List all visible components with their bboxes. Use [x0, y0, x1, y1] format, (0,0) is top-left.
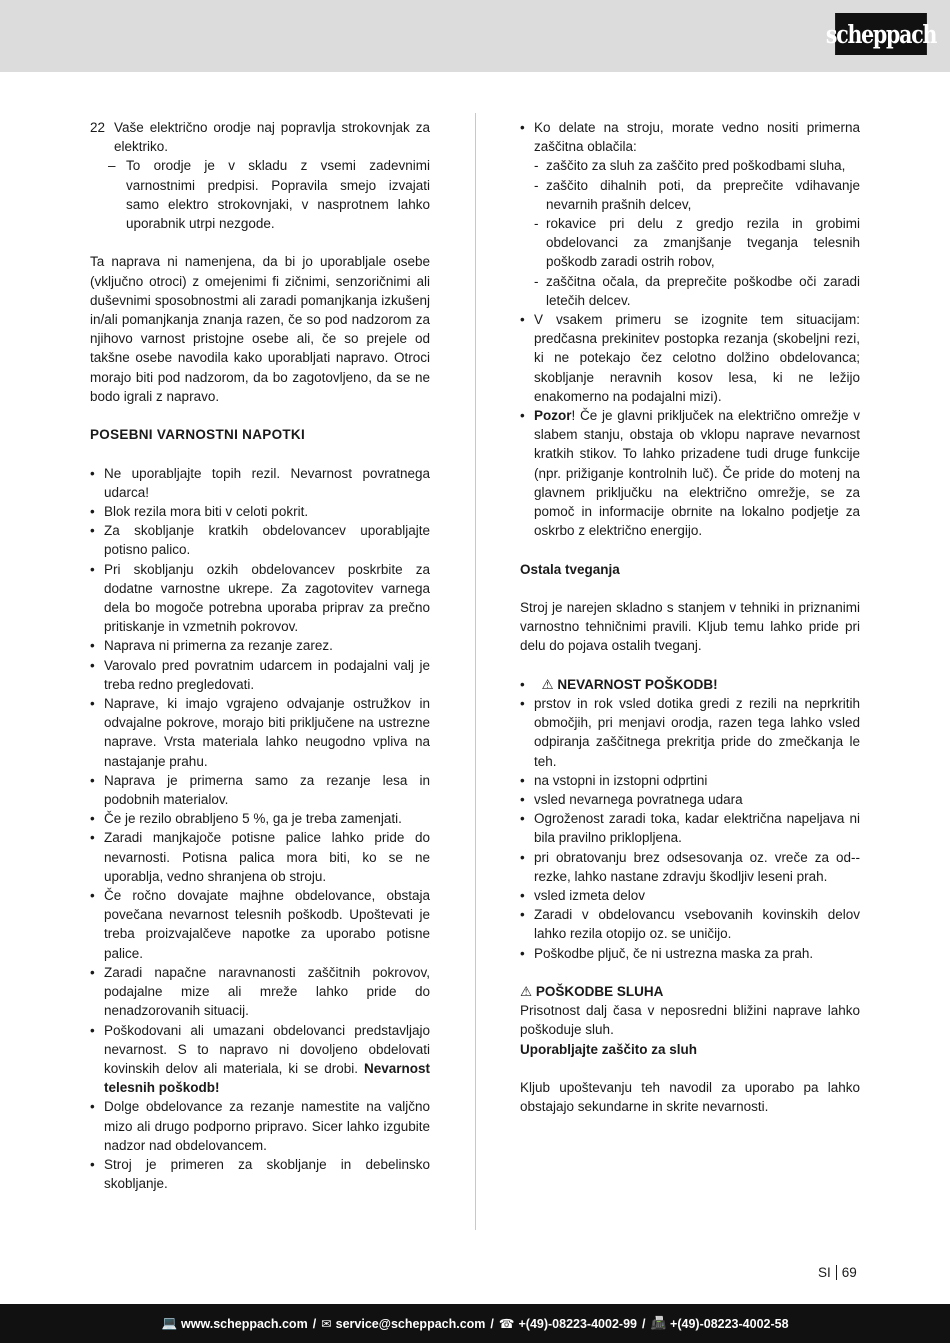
- list-item: • Za skobljanje kratkih obdelovancev uporabljajte potisno palico.: [90, 523, 430, 558]
- footer-website-link[interactable]: www.scheppach.com: [181, 1316, 308, 1331]
- header-bar: [0, 0, 950, 72]
- list-item: • Pozor! Če je glavni priključek na električno omrežje v slabem stanju, obstaja ob vklopu naprave nevarnost kratkih stikov. To lahko prizadene tudi druge funkcije (npr. prižiganje kontrolnih luč). Če pride do motenj na glavnem priključku na električno omrežje, se za pomoč in informacije obrnite na lokalno podjetje za oskrbo z električno energijo.: [520, 408, 860, 539]
- intended-use-paragraph: Ta naprava ni namenjena, da bi jo uporabljale osebe (vključno otroci) z omejenimi fi zičnimi, senzoričnimi ali duševnimi sposobnostmi ali zaradi pomanjkanja izkušenj in/ali pomanjkanja znanja razen, če so pod nadzorom za njihovo varnost pristojne osebe ali, če so prejele od takšne osebe navodila kako uporabljati napravo. Otroci morajo biti pod nadzorom, da bo zagotovljeno, da se ne bodo igrali z napravo.: [90, 254, 430, 404]
- footer-phone: +(49)-08223-4002-99: [518, 1316, 637, 1331]
- numbered-item-22: [90, 118, 430, 156]
- danger-heading: NEVARNOST POŠKODB!: [557, 676, 718, 692]
- safety-bullet-list: [90, 464, 430, 1194]
- list-item: • pri obratovanju brez odsesovanja oz. vreče za od--rezke, lahko nastane zdravju škodljiv leseni prah.: [520, 849, 860, 884]
- hearing-paragraph: Prisotnost dalj časa v neposredni bližini naprave lahko poškoduje sluh.: [520, 1003, 860, 1038]
- list-item: • Varovalo pred povratnim udarcem in podajalni valj je treba redno pregledovati.: [90, 657, 430, 692]
- dash-item: - zaščitna očala, da preprečite poškodbe oči zaradi letečih delcev.: [534, 273, 860, 308]
- left-column: [90, 118, 430, 1193]
- hearing-protection-note: Uporabljajte zaščito za sluh: [520, 1041, 698, 1057]
- language-code: SI: [818, 1265, 831, 1280]
- list-item: • vsled izmeta delov: [520, 888, 646, 904]
- sub-item: [104, 156, 430, 233]
- danger-heading-item: • ⚠ NEVARNOST POŠKODB!: [520, 676, 718, 692]
- list-item: • prstov in rok vsled dotika gredi z rezili na neprkritih območjih, pri menjavi orodja, razen tega lahko vsled odpiranja zaščitnega prekritja pride do zmečkanja le teh.: [520, 696, 860, 769]
- warning-icon: ⚠: [520, 984, 533, 1000]
- dash-list: [520, 156, 860, 310]
- footer-bar: 💻 www.scheppach.com / ✉ service@scheppach.com / ☎ +(49)-08223-4002-99 / 📠 +(49)-08223-4002-58: [0, 1304, 950, 1343]
- list-item: • V vsakem primeru se izognite tem situacijam: predčasna prekinitev postopka rezanja (skobeljni rezi, ki ne potekajo čez celotno dolžino obdelovanca; skobljanje neravnih kosov lesa, ki ne ležijo enakomerno na podajalni mizi).: [520, 312, 860, 404]
- residual-risks-heading: Ostala tveganja: [520, 561, 620, 577]
- warning-icon: ⚠: [541, 676, 554, 692]
- list-item: • Blok rezila mora biti v celoti pokrit.: [90, 504, 309, 520]
- email-icon: ✉: [321, 1317, 332, 1331]
- list-item: • Naprava je primerna samo za rezanje lesa in podobnih materialov.: [90, 772, 430, 808]
- item-text: Vaše električno orodje naj popravlja strokovnjak za elektriko.: [114, 120, 430, 155]
- fax-icon: 📠: [650, 1316, 667, 1330]
- risk-list: [520, 675, 860, 963]
- list-item: • Poškodbe pljuč, če ni ustrezna maska za prah.: [520, 945, 814, 961]
- list-item: • Zaradi napačne naravnanosti zaščitnih pokrovov, podajalne mize ali mreže lahko pride do nenadzorovanih situacij.: [90, 964, 430, 1019]
- protective-clothing-list: [520, 118, 860, 156]
- list-item: • Poškodovani ali umazani obdelovanci predstavljajo nevarnost. S to napravo ni dovoljeno obdelovati kovinskih delov ali materiala, ki se drobi. Nevarnost telesnih poškodb!: [90, 1022, 430, 1096]
- list-item: • Ko delate na stroju, morate vedno nositi primerna zaščitna oblačila:: [520, 120, 860, 155]
- footer-fax: +(49)-08223-4002-58: [670, 1316, 789, 1331]
- column-divider: [475, 113, 476, 1230]
- hearing-heading: ⚠ POŠKODBE SLUHA: [520, 984, 664, 1000]
- hidden-risks-paragraph: Kljub upoštevanju teh navodil za uporabo pa lahko obstajajo sekundarne in skrite nevarnosti.: [520, 1080, 860, 1115]
- computer-icon: 💻: [161, 1316, 178, 1330]
- dash-marker: –: [108, 158, 116, 174]
- dash-item: - rokavice pri delu z gredjo rezila in grobimi obdelovanci za zmanjšanje tveganja telesnih poškodb zaradi ostrih robov,: [534, 216, 860, 270]
- caution-label: Pozor: [534, 408, 572, 424]
- list-item: • Pri skobljanju ozkih obdelovancev poskrbite za dodatne varnostne ukrepe. Za zagotovitev varnega dela bo mogoče potrebna uporaba priprav za prečno pritiskanje in vzmetnih pokrovov.: [90, 561, 430, 635]
- list-item: • vsled nevarnega povratnega udara: [520, 792, 743, 808]
- list-item: • Zaradi v obdelovancu vsebovanih kovinskih delov lahko rezila otopijo oz. se uničijo.: [520, 907, 860, 942]
- dash-item: - zaščito dihalnih poti, da preprečite vdihavanje nevarnih prašnih delcev,: [534, 177, 860, 212]
- footer-email-link[interactable]: service@scheppach.com: [335, 1316, 486, 1331]
- list-item: • Dolge obdelovance za rezanje namestite na valjčno mizo ali drugo podporno pripravo. Sicer lahko izgubite nadzor nad obdelovancem.: [90, 1099, 430, 1153]
- phone-icon: ☎: [498, 1317, 515, 1331]
- page-number-value: 69: [841, 1265, 857, 1280]
- list-item: • Stroj je primeren za skobljanje in debelinsko skobljanje.: [90, 1156, 430, 1192]
- list-item: • Naprave, ki imajo vgrajeno odvajanje ostružkov in odvajalne pokrove, morajo biti priključene na ustrezne naprave. Vrsta materiala lahko neugodno vpliva na nastajanje prahu.: [90, 696, 430, 769]
- dash-item: - zaščito za sluh za zaščito pred poškodbami sluha,: [534, 158, 846, 174]
- residual-risks-paragraph: Stroj je narejen skladno s stanjem v tehniki in priznanimi varnostno tehničnimi pravili. Kljub temu lahko pride pri delu do pojava ostalih tveganj.: [520, 600, 860, 654]
- list-item: • Naprava ni primerna za rezanje zarez.: [90, 638, 333, 654]
- list-item: • Zaradi manjkajoče potisne palice lahko pride do nevarnosti. Potisna palica mora biti, ko se ne uporablja, vedno shranjena ob stroju.: [90, 830, 430, 884]
- scheppach-logo: scheppach: [835, 13, 927, 55]
- list-item: • na vstopni in izstopni odprtini: [520, 772, 708, 788]
- list-item: • Ne uporabljajte topih rezil. Nevarnost povratnega udarca!: [90, 465, 430, 500]
- right-column: [520, 118, 860, 1116]
- page-number: [818, 1265, 857, 1280]
- list-item: • Če ročno dovajate majhne obdelovance, obstaja povečana nevarnost telesnih poškodb. Upoštevati je treba proizvajalčeve napotke za uporabo potisne palice.: [90, 888, 430, 961]
- injury-warning: Nevarnost telesnih poškodb!: [104, 1060, 430, 1096]
- sub-item-text: To orodje je v skladu z vsemi zadevnimi varnostnimi predpisi. Popravila smejo izvajati samo elektro strokovnjaki, v nasprotnem lahko uporabnik utrpi nezgode.: [126, 158, 430, 232]
- list-item: • Ogroženost zaradi toka, kadar električna napeljava ni bila pravilno priklopljena.: [520, 811, 860, 846]
- section-heading: POSEBNI VARNOSTNI NAPOTKI: [90, 427, 306, 443]
- list-item: • Če je rezilo obrabljeno 5 %, ga je treba zamenjati.: [90, 811, 402, 827]
- situations-list: [520, 310, 860, 540]
- item-number: 22: [90, 120, 106, 135]
